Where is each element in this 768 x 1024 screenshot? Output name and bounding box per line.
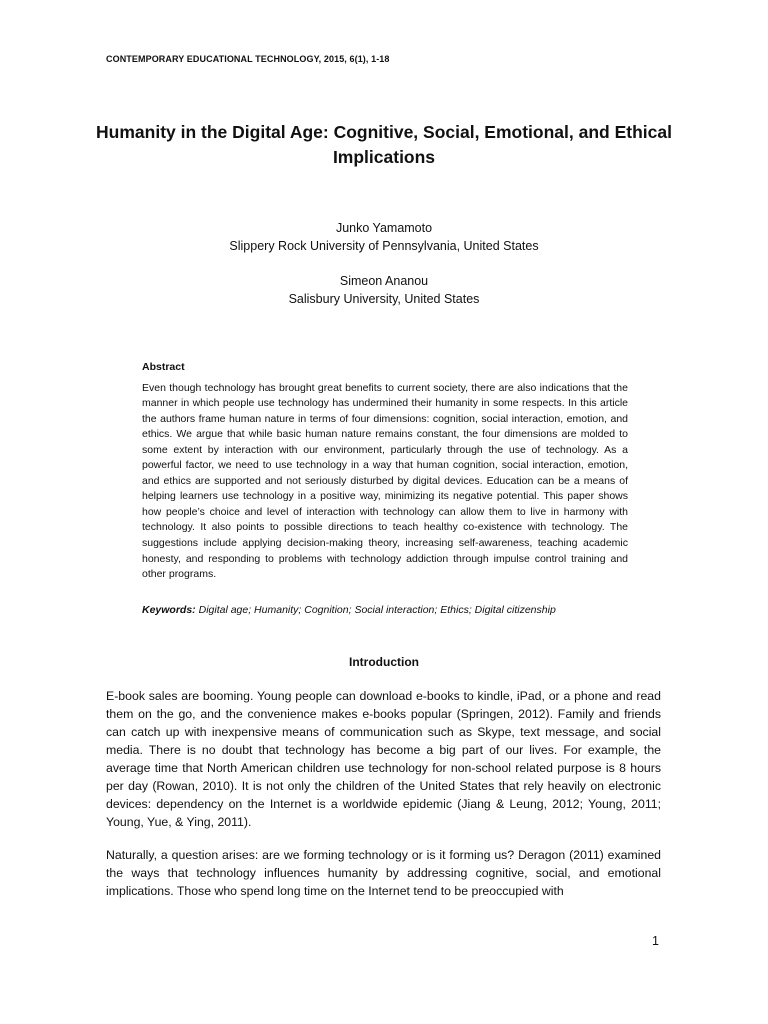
author-block — [96, 272, 672, 308]
intro-paragraph: Naturally, a question arises: are we forming technology or is it forming us? Deragon (2011) examined the ways that technology influences humanity by addressing cognitive, social, and emotional implications. Those who spend long time on the Internet tend to be preoccupied with — [106, 848, 661, 899]
paper-title: Humanity in the Digital Age: Cognitive, Social, Emotional, and Ethical Implications — [96, 122, 672, 167]
running-head: CONTEMPORARY EDUCATIONAL TECHNOLOGY, 2015, 6(1), 1-18 — [106, 54, 390, 64]
page-number: 1 — [652, 934, 659, 948]
author-name: Simeon Ananou — [339, 274, 429, 288]
abstract — [142, 360, 628, 583]
abstract-text: Even though technology has brought great benefits to current society, there are also indications that the manner in which people use technology has undermined their humanity in some respects. In this article the authors frame human nature in terms of four dimensions: cognition, social interaction, emotion, and ethics. We argue that while basic human nature remains constant, the four dimensions are molded to some extent by interaction with our environment, particularly through the use of technology. As a powerful factor, we need to use technology in a way that human cognition, social interaction, emotion, and ethics are supported and not seriously disturbed by digital devices. Education can be a means of helping learners use technology in a positive way, minimizing its negative potential. This paper shows how people’s choice and level of interaction with technology can allow them to live in harmony with technology. It also points to possible directions to teach healthy co-existence with technology. The suggestions include applying decision-making theory, increasing self-awareness, teaching academic honesty, and responding to problems with technology addiction through impulse control training and other programs. — [142, 381, 628, 581]
author-affiliation: Slippery Rock University of Pennsylvania, United States — [229, 239, 539, 253]
keywords — [142, 604, 628, 616]
author-affiliation: Salisbury University, United States — [288, 292, 480, 306]
author-name: Junko Yamamoto — [335, 221, 433, 235]
abstract-heading: Abstract — [142, 361, 185, 373]
intro-paragraph: E-book sales are booming. Young people can download e-books to kindle, iPad, or a phone and read them on the go, and the convenience makes e-books popular (Springen, 2012). Family and friends can catch up with inexpensive means of communication such as Skype, text message, and social media. There is no doubt that technology has become a big part of our lives. For example, the average time that North American children use technology for non-school related purpose is 8 hours per day (Rowan, 2010). It is not only the children of the United States that rely heavily on electronic devices: dependency on the Internet is a worldwide epidemic (Jiang & Leung, 2012; Young, 2011; Young, Yue, & Ying, 2011). — [106, 689, 661, 830]
keywords-text: Digital age; Humanity; Cognition; Social interaction; Ethics; Digital citizenship — [198, 604, 556, 616]
section-heading-introduction: Introduction — [349, 655, 419, 669]
keywords-label: Keywords: — [142, 604, 196, 616]
author-block — [96, 219, 672, 255]
